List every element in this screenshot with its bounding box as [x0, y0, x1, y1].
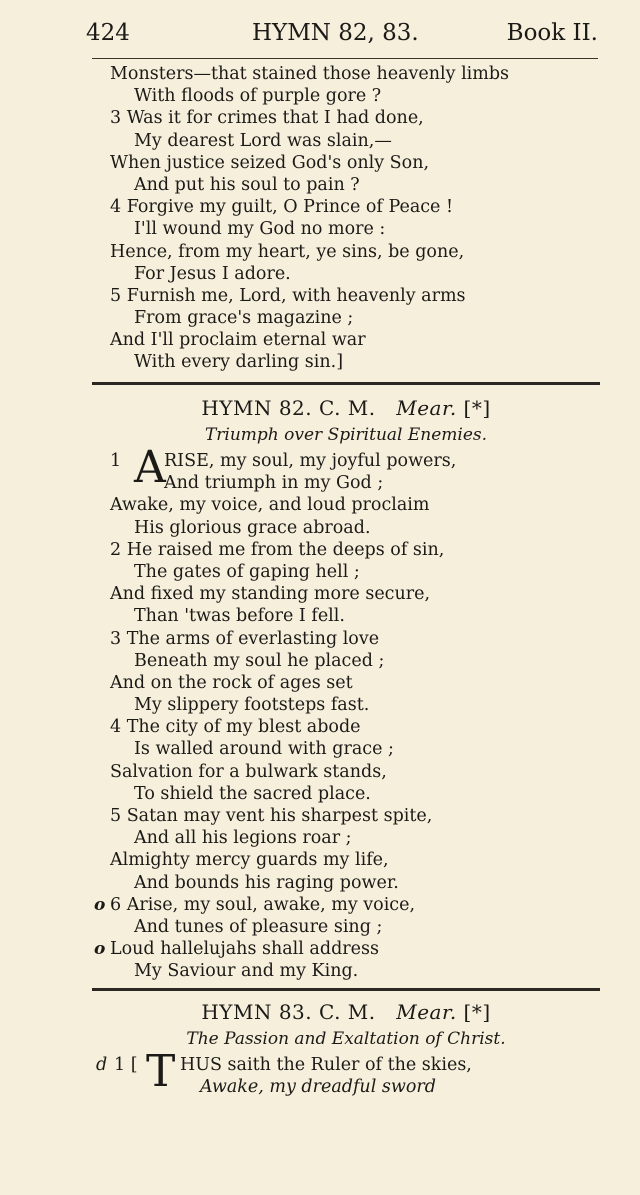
verse-text: I'll wound my God no more :: [134, 219, 386, 240]
verse-text: His glorious grace abroad.: [134, 517, 371, 538]
verse-line: [110, 174, 590, 196]
verse-line: [110, 849, 590, 871]
verse-line: [110, 605, 590, 627]
header-rule: [92, 58, 598, 59]
verse-line: [110, 130, 590, 152]
verse-line: [110, 329, 590, 351]
page-header: [86, 20, 598, 54]
previous-hymn-continuation: [110, 63, 590, 374]
verse-text: 3 Was it for crimes that I had done,: [110, 108, 424, 129]
verse-text: Hence, from my heart, ye sins, be gone,: [110, 241, 465, 262]
verse-text: 4 Forgive my guilt, O Prince of Peace !: [110, 197, 454, 218]
hymn-83-second-line: Awake, my dreadful sword: [200, 1077, 436, 1098]
verse-line: [110, 827, 590, 849]
verse-line: [110, 960, 590, 982]
verse-line: [110, 63, 590, 85]
page-number: 424: [86, 20, 130, 46]
verse-text: For Jesus I adore.: [134, 263, 291, 284]
book-label: Book II.: [506, 20, 598, 46]
verse-line: [110, 494, 590, 516]
hymn-83-subtitle: The Passion and Exaltation of Christ.: [186, 1029, 506, 1049]
verse-text: 4 The city of my blest abode: [110, 717, 361, 738]
drop-cap: A: [134, 442, 166, 493]
verse-line: [94, 894, 590, 916]
verse-text: And put his soul to pain ?: [134, 174, 360, 195]
verse-line: [110, 351, 590, 373]
drop-cap: T: [146, 1046, 176, 1097]
hymn-82-subtitle: Triumph over Spiritual Enemies.: [204, 425, 488, 445]
dynamic-mark: d: [96, 1055, 108, 1075]
hymn-82-marker: [*]: [463, 396, 491, 420]
verse-line: [110, 152, 590, 174]
verse-line: [110, 517, 590, 539]
verse-text: From grace's magazine ;: [134, 308, 354, 329]
verse-text: And tunes of pleasure sing ;: [134, 916, 383, 937]
hymn-82-verses: [94, 442, 590, 983]
verse-number: 1: [110, 451, 122, 471]
verse-text: Salvation for a bulwark stands,: [110, 761, 387, 782]
verse-text: My dearest Lord was slain,—: [134, 130, 392, 151]
hymn-82-second-line: And triumph in my God ;: [164, 473, 384, 494]
verse-line: [110, 672, 590, 694]
verse-text: My slippery footsteps fast.: [134, 695, 370, 716]
verse-text: 6 Arise, my soul, awake, my voice,: [110, 894, 416, 915]
verse-line: [110, 872, 590, 894]
verse-text: And I'll proclaim eternal war: [110, 330, 366, 351]
verse-line: [110, 783, 590, 805]
dynamic-mark: o: [94, 894, 106, 915]
verse-text: 3 The arms of everlasting love: [110, 628, 380, 649]
verse-text: Awake, my voice, and loud proclaim: [110, 495, 430, 516]
verse-line: [110, 307, 590, 329]
verse-line: [94, 938, 590, 960]
verse-line: [110, 761, 590, 783]
verse-text: Is walled around with grace ;: [134, 739, 394, 760]
hymn-83-number-meter: HYMN 83. C. M.: [201, 1000, 376, 1024]
verse-text: And on the rock of ages set: [110, 672, 353, 693]
verse-line: [110, 650, 590, 672]
verse-line: [110, 628, 590, 650]
first-line-text: HUS saith the Ruler of the skies,: [180, 1055, 472, 1075]
verse-line: [110, 85, 590, 107]
verse-text: 5 Satan may vent his sharpest spite,: [110, 806, 433, 826]
verse-line: [110, 583, 590, 605]
verse-line: [110, 241, 590, 263]
verse-text: 2 He raised me from the deeps of sin,: [110, 539, 445, 560]
hymn-82-tune: Mear.: [396, 396, 457, 420]
verse-text: Than 'twas before I fell.: [134, 606, 345, 627]
verse-line: [110, 716, 590, 738]
verse-line: [110, 805, 590, 827]
verse-line: [110, 263, 590, 285]
hymn-83-tune: Mear.: [396, 1000, 457, 1024]
running-title: HYMN 82, 83.: [252, 20, 419, 46]
verse-text: Beneath my soul he placed ;: [134, 650, 385, 671]
verse-text: The gates of gaping hell ;: [134, 561, 360, 582]
verse-number: 1 [: [114, 1055, 138, 1075]
first-line-text: RISE, my soul, my joyful powers,: [164, 451, 457, 471]
verse-text: 5 Furnish me, Lord, with heavenly arms: [110, 285, 466, 306]
verse-text: My Saviour and my King.: [134, 961, 359, 982]
verse-text: When justice seized God's only Son,: [110, 152, 430, 173]
verse-text: Monsters—that stained those heavenly limbs: [110, 64, 510, 84]
verse-line: [110, 916, 590, 938]
verse-line: [110, 694, 590, 716]
verse-text: And all his legions roar ;: [134, 828, 352, 849]
verse-line: [110, 196, 590, 218]
hymn-83-heading: [92, 1000, 600, 1024]
section-divider: [92, 988, 600, 991]
verse-line: [110, 561, 590, 583]
verse-text: With floods of purple gore ?: [134, 86, 382, 107]
verse-line: [110, 738, 590, 760]
dynamic-mark: o: [94, 939, 106, 960]
verse-text: Loud hallelujahs shall address: [110, 939, 379, 960]
verse-line: [110, 285, 590, 307]
verse-line: [110, 218, 590, 240]
verse-text: And fixed my standing more secure,: [110, 584, 431, 605]
verse-text: And bounds his raging power.: [134, 872, 399, 893]
verse-text: With every darling sin.]: [134, 352, 344, 373]
verse-line: [110, 107, 590, 129]
section-divider: [92, 382, 600, 385]
verse-line: [110, 539, 590, 561]
hymn-82-heading: [92, 396, 600, 420]
hymn-82-number-meter: HYMN 82. C. M.: [201, 396, 376, 420]
verse-text: Almighty mercy guards my life,: [110, 850, 389, 871]
hymn-83-marker: [*]: [463, 1000, 491, 1024]
hymn-83-verses: [96, 1046, 576, 1098]
verse-text: To shield the sacred place.: [134, 783, 371, 804]
